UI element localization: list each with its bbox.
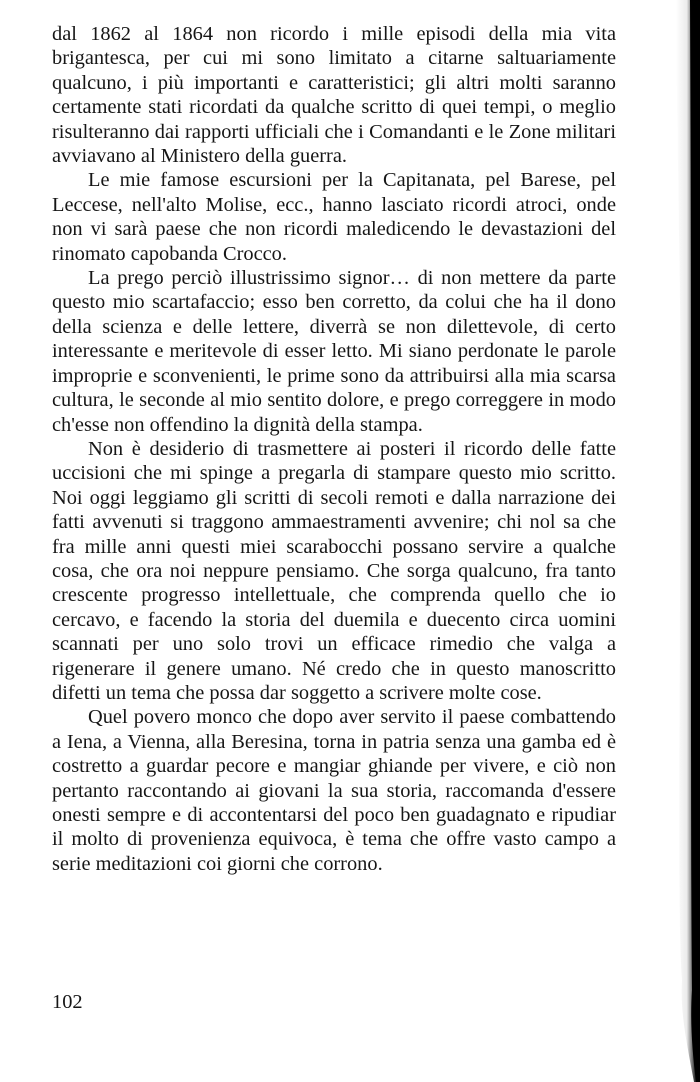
page-number: 102 (52, 991, 83, 1013)
paragraph-3: La prego perciò illustrissimo signor… di non mettere da parte questo mio scartafaccio; esso ben corretto, da colui che ha il dono della scienza e delle lettere, diverrà se non dilettevole, di certo interessante e meritevole di esser letto. Mi siano perdonate le parole improprie e sconvenienti, le prime sono da attribuirsi alla mia scarsa cultura, le seconde al mio sentito dolore, e prego correggere in modo ch'esse non offendino la dignità della stampa. (52, 267, 616, 436)
paragraph-2: Le mie famose escursioni per la Capitanata, pel Barese, pel Leccese, nell'alto Molise, ecc., hanno lasciato ricordi atroci, onde non vi sarà paese che non ricordi maledicendo le devastazioni del rinomato capobanda Crocco. (52, 169, 616, 265)
spine-shadow (616, 0, 700, 1082)
body-text (52, 22, 616, 876)
paragraph-4: Non è desiderio di trasmettere ai posteri il ricordo delle fatte uccisioni che mi spinge a pregarla di stampare questo mio scritto. Noi oggi leggiamo gli scritti di secoli remoti e dalla narrazione dei fatti avvenuti si traggono ammaestramenti avvenire; chi nol sa che fra mille anni questi miei scarabocchi possano servire a qualche cosa, che ora noi neppure pensiamo. Che sorga qualcuno, fra tanto crescente progresso intellettuale, che comprenda quello che io cercavo, e facendo la storia del duemila e duecento circa uomini scannati per uno solo trovi un efficace rimedio che valga a rigenerare il genere umano. Né credo che in questo manoscritto difetti un tema che possa dar soggetto a scrivere molte cose. (52, 437, 616, 704)
paragraph-1: dal 1862 al 1864 non ricordo i mille episodi della mia vita brigantesca, per cui mi sono limitato a citarne saltuariamente qualcuno, i più importanti e caratteristici; gli altri molti saranno certamente stati ricordati da qualche scritto di quei tempi, o meglio risulteranno dai rapporti ufficiali che i Comandanti e le Zone militari avviavano al Ministero della guerra. (52, 23, 616, 168)
paragraph-5: Quel povero monco che dopo aver servito il paese combattendo a Iena, a Vienna, alla Beresina, torna in patria senza una gamba ed è costretto a guardar pecore e mangiar ghiande per vivere, e ciò non pertanto raccontando ai giovani la sua storia, raccomanda d'essere onesti sempre e di accontentarsi del poco ben guadagnato e ripudiar il molto di provenienza equivoca, è tema che offre vasto campo a serie meditazioni coi giorni che corrono. (52, 706, 616, 875)
